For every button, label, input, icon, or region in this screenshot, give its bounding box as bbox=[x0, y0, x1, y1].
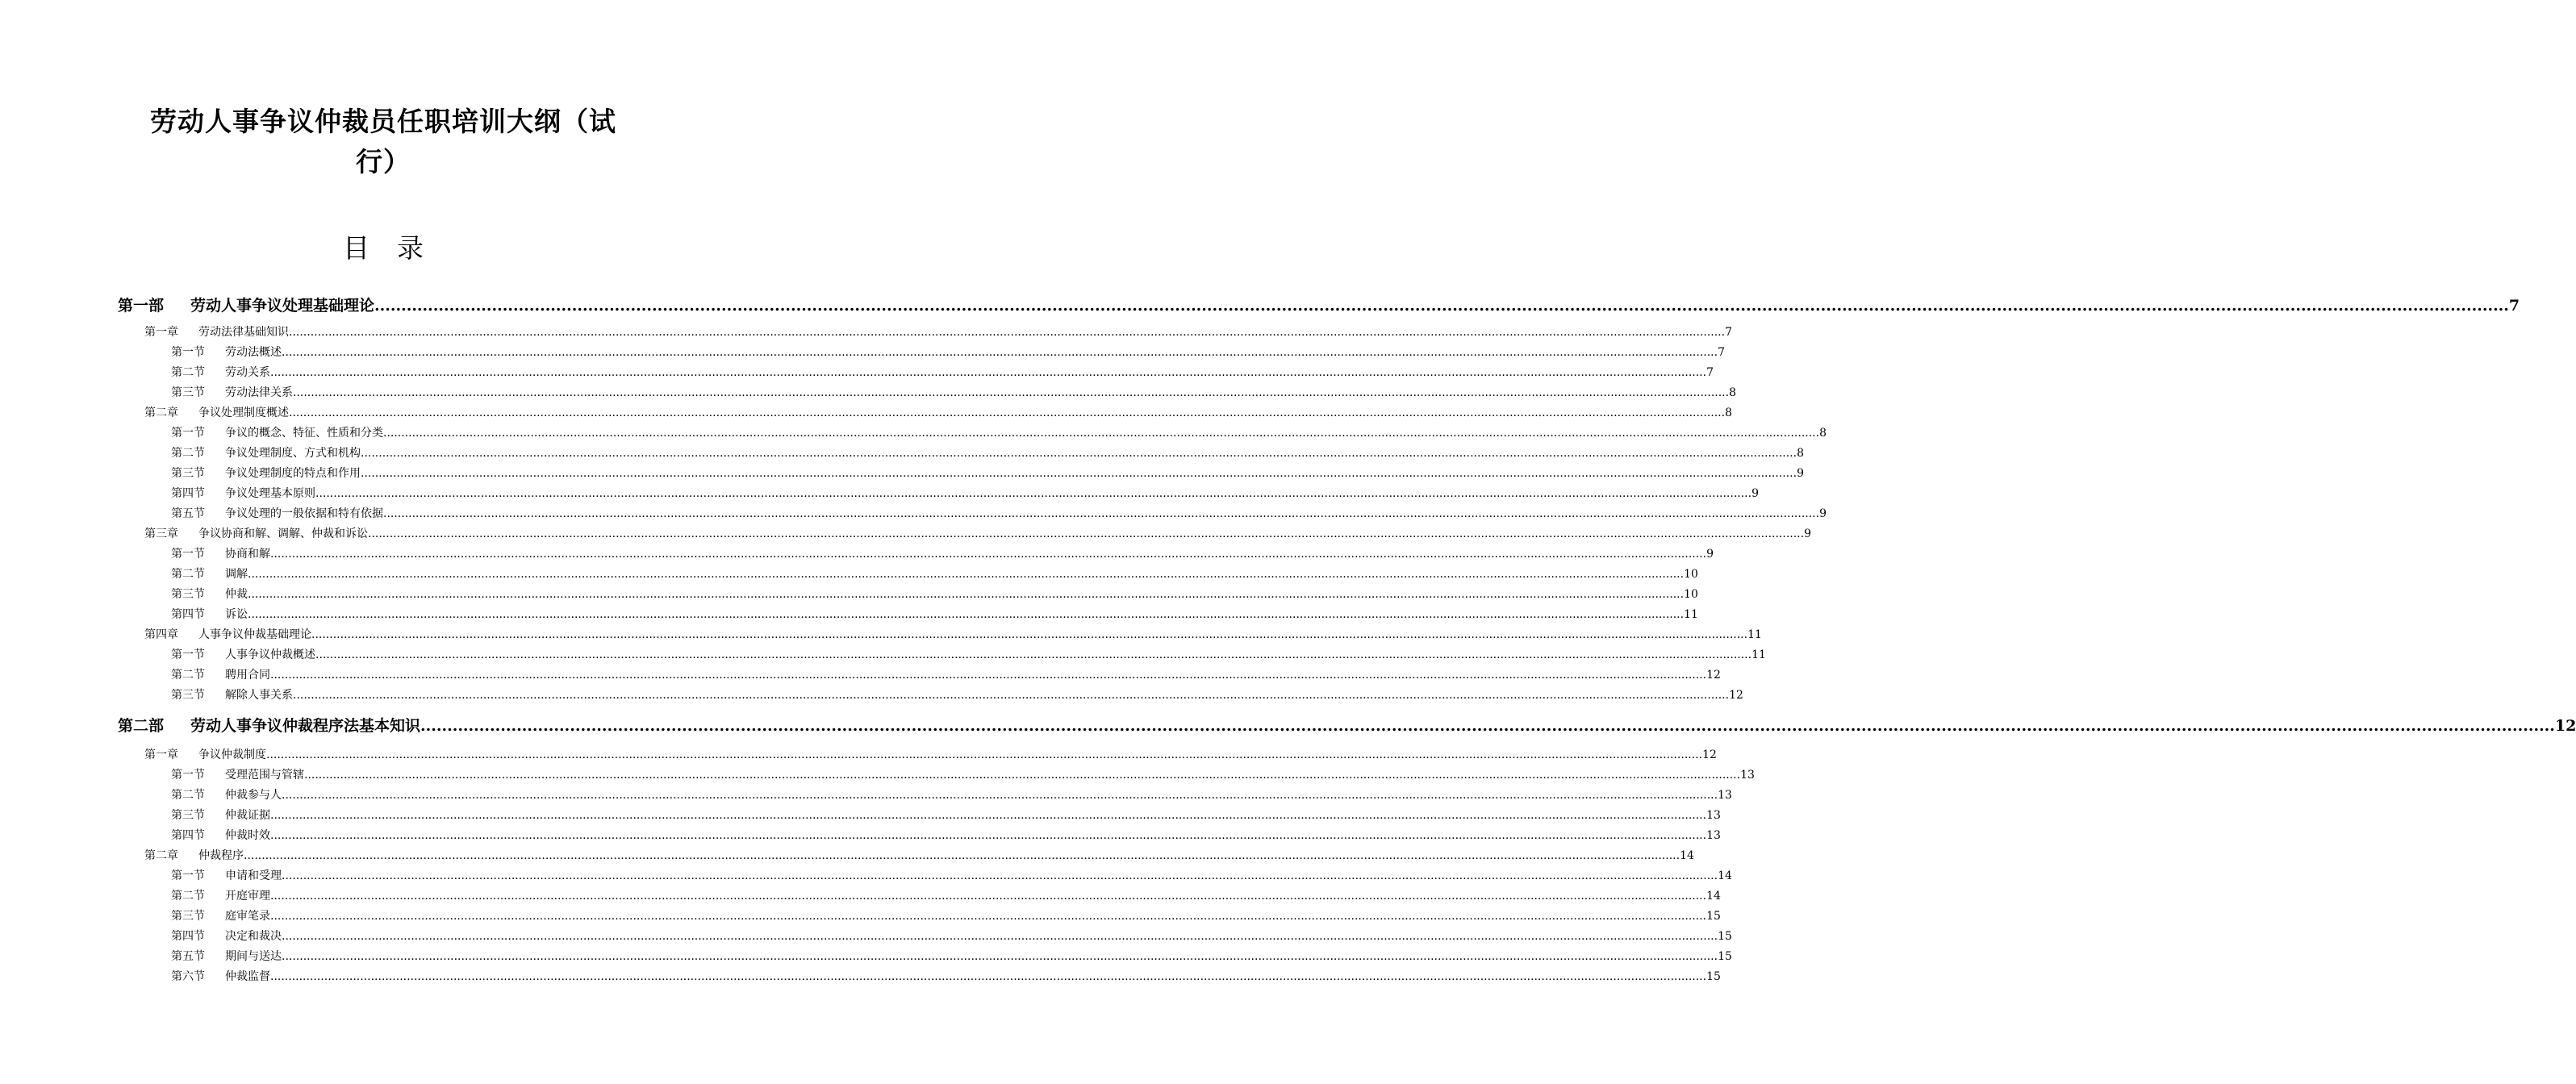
toc-entry-number: 第四节 bbox=[171, 930, 205, 943]
toc-page-number: 7 bbox=[2508, 297, 2520, 315]
toc-entry-title: 争议处理基本原则 bbox=[225, 487, 315, 500]
toc-dot-leader: ................................................................................................................................................................................................................................................................................................................................................................................................................ bbox=[293, 386, 1730, 399]
toc-dot-leader: ................................................................................................................................................................................................................................................................................................................................................................................................................ bbox=[248, 568, 1685, 581]
toc-entry-number: 第一部 bbox=[118, 297, 165, 315]
toc-dot-leader: ................................................................................................................................................................................................................................................................................................................................................................................................................ bbox=[383, 427, 1820, 440]
toc-entry-number: 第三节 bbox=[171, 467, 205, 480]
toc-page-number: 10 bbox=[1684, 568, 1698, 581]
toc-page-number: 9 bbox=[1751, 487, 1759, 500]
document-title bbox=[121, 102, 645, 182]
toc-entry-label bbox=[171, 867, 282, 883]
toc-entry-title: 争议处理的一般依据和特有依据 bbox=[225, 507, 383, 520]
toc-entry-number: 第五节 bbox=[171, 507, 205, 520]
toc-dot-leader: ................................................................................................................................................................................................................................................................................................................................................................................................................ bbox=[282, 346, 1718, 359]
document-title-line2: 行） bbox=[356, 146, 411, 177]
toc-part-entry[interactable] bbox=[118, 294, 2520, 315]
toc-entry-title: 劳动法律关系 bbox=[225, 386, 293, 399]
toc-entry-title: 仲裁监督 bbox=[225, 970, 270, 983]
toc-entry-label bbox=[171, 465, 361, 481]
toc-chapter-entry[interactable] bbox=[144, 323, 1732, 340]
toc-entry-label bbox=[144, 323, 289, 340]
toc-page-number: 7 bbox=[1718, 346, 1725, 359]
toc-dot-leader: ................................................................................................................................................................................................................................................................................................................................................................................................................ bbox=[282, 869, 1718, 882]
toc-entry-number: 第一章 bbox=[144, 326, 178, 339]
toc-entry-number: 第二节 bbox=[171, 568, 205, 581]
toc-entry-title: 仲裁时效 bbox=[225, 829, 270, 842]
toc-page-number: 14 bbox=[1718, 869, 1732, 882]
toc-section-entry[interactable] bbox=[171, 646, 1766, 662]
toc-entry-number: 第三节 bbox=[171, 809, 205, 822]
toc-entry-label bbox=[118, 294, 374, 315]
toc-page-number: 12 bbox=[1729, 689, 1743, 702]
toc-entry-title: 开庭审理 bbox=[225, 890, 270, 903]
toc-section-entry[interactable] bbox=[171, 344, 1725, 360]
toc-entry-title: 期间与送达 bbox=[225, 950, 282, 963]
toc-entry-title: 争议的概念、特征、性质和分类 bbox=[225, 427, 383, 440]
toc-entry-title: 仲裁 bbox=[225, 588, 248, 601]
toc-chapter-entry[interactable] bbox=[144, 404, 1732, 420]
toc-entry-number: 第一节 bbox=[171, 548, 205, 561]
toc-entry-title: 劳动法概述 bbox=[225, 346, 282, 359]
toc-page-number: 15 bbox=[1718, 950, 1732, 963]
toc-page-number: 13 bbox=[1706, 809, 1721, 822]
toc-entry-title: 人事争议仲裁基础理论 bbox=[198, 628, 311, 641]
toc-entry-label bbox=[171, 948, 282, 964]
toc-chapter-entry[interactable] bbox=[144, 626, 1762, 642]
toc-entry-title: 仲裁程序 bbox=[198, 849, 244, 862]
toc-entry-number: 第二章 bbox=[144, 406, 178, 419]
toc-page-number: 12 bbox=[1706, 669, 1721, 682]
toc-section-entry[interactable] bbox=[171, 545, 1714, 561]
toc-entry-number: 第四章 bbox=[144, 628, 178, 641]
toc-entry-label bbox=[171, 646, 315, 662]
toc-entry-title: 劳动关系 bbox=[225, 366, 270, 379]
toc-section-entry[interactable] bbox=[171, 786, 1732, 803]
toc-section-entry[interactable] bbox=[171, 505, 1827, 521]
toc-entry-label bbox=[171, 424, 383, 440]
toc-entry-number: 第二节 bbox=[171, 669, 205, 682]
toc-entry-number: 第三节 bbox=[171, 689, 205, 702]
toc-entry-number: 第六节 bbox=[171, 970, 205, 983]
toc-page-number: 13 bbox=[1740, 769, 1755, 782]
toc-dot-leader: ................................................................................................................................................................................................................................................................................................................................................................................................................ bbox=[282, 950, 1718, 963]
toc-entry-number: 第一节 bbox=[171, 869, 205, 882]
toc-heading: 目录 bbox=[343, 232, 451, 264]
toc-section-entry[interactable] bbox=[171, 968, 1721, 984]
toc-page-number: 14 bbox=[1680, 849, 1694, 862]
toc-entry-label bbox=[171, 384, 293, 400]
toc-entry-label bbox=[144, 746, 266, 762]
toc-entry-label bbox=[171, 827, 270, 843]
toc-entry-number: 第一节 bbox=[171, 769, 205, 782]
toc-entry-number: 第二节 bbox=[171, 447, 205, 460]
toc-section-entry[interactable] bbox=[171, 907, 1721, 923]
toc-section-entry[interactable] bbox=[171, 686, 1743, 703]
toc-dot-leader: ................................................................................................................................................................................................................................................................................................................................................................................................................ bbox=[361, 447, 1797, 460]
toc-entry-title: 决定和裁决 bbox=[225, 930, 282, 943]
toc-section-entry[interactable] bbox=[171, 586, 1698, 602]
toc-section-entry[interactable] bbox=[171, 485, 1759, 501]
toc-entry-label bbox=[171, 485, 315, 501]
toc-entry-label bbox=[144, 626, 311, 642]
toc-section-entry[interactable] bbox=[171, 948, 1732, 964]
toc-section-entry[interactable] bbox=[171, 364, 1714, 380]
toc-section-entry[interactable] bbox=[171, 887, 1721, 903]
toc-entry-title: 申请和受理 bbox=[225, 869, 282, 882]
toc-section-entry[interactable] bbox=[171, 766, 1755, 782]
toc-part-entry[interactable] bbox=[118, 714, 2576, 735]
toc-dot-leader: ................................................................................................................................................................................................................................................................................................................................................................................................................ bbox=[270, 829, 1707, 842]
toc-dot-leader: ................................................................................................................................................................................................................................................................................................................................................................................................................ bbox=[383, 507, 1820, 520]
toc-entry-number: 第四节 bbox=[171, 829, 205, 842]
toc-page-number: 9 bbox=[1706, 548, 1714, 561]
toc-entry-number: 第五节 bbox=[171, 950, 205, 963]
toc-entry-title: 仲裁证据 bbox=[225, 809, 270, 822]
toc-entry-title: 争议仲裁制度 bbox=[198, 748, 266, 761]
toc-entry-number: 第一章 bbox=[144, 748, 178, 761]
toc-dot-leader: ................................................................................................................................................................................................................................................................................................................................................................................................................ bbox=[315, 487, 1752, 500]
toc-entry-number: 第四节 bbox=[171, 608, 205, 621]
toc-page-number: 8 bbox=[1797, 447, 1804, 460]
toc-dot-leader: ................................................................................................................................................................................................................................................................................................................................................................................................................ bbox=[293, 689, 1730, 702]
toc-page-number: 12 bbox=[2554, 717, 2576, 735]
toc-page-number: 8 bbox=[1729, 386, 1736, 399]
toc-entry-title: 诉讼 bbox=[225, 608, 248, 621]
toc-section-entry[interactable] bbox=[171, 666, 1721, 682]
toc-entry-title: 人事争议仲裁概述 bbox=[225, 648, 315, 661]
toc-dot-leader: ................................................................................................................................................................................................................................................................................................................................................................................................................ bbox=[248, 608, 1685, 621]
toc-entry-number: 第二章 bbox=[144, 849, 178, 862]
toc-page-number: 9 bbox=[1804, 527, 1811, 540]
toc-dot-leader: ................................................................................................................................................................................................................................................................................................................................................................................................................ bbox=[270, 366, 1707, 379]
toc-page-number: 7 bbox=[1706, 366, 1714, 379]
toc-entry-label bbox=[171, 907, 270, 923]
toc-entry-label bbox=[171, 807, 270, 823]
toc-chapter-entry[interactable] bbox=[144, 525, 1811, 541]
toc-dot-leader: ................................................................................................................................................................................................................................................................................................................................................................................................................ bbox=[289, 326, 1726, 339]
toc-entry-number: 第二节 bbox=[171, 890, 205, 903]
toc-page-number: 13 bbox=[1706, 829, 1721, 842]
toc-page-number: 11 bbox=[1747, 628, 1762, 641]
toc-entry-title: 受理范围与管辖 bbox=[225, 769, 304, 782]
toc-dot-leader: ................................................................................................................................................................................................................................................................................................................................................................................................................ bbox=[289, 406, 1726, 419]
toc-page-number: 8 bbox=[1725, 406, 1732, 419]
toc-entry-title: 聘用合同 bbox=[225, 669, 270, 682]
toc-entry-label bbox=[171, 606, 248, 622]
toc-entry-title: 劳动人事争议仲裁程序法基本知识 bbox=[190, 717, 421, 735]
toc-page-number: 9 bbox=[1797, 467, 1804, 480]
toc-section-entry[interactable] bbox=[171, 606, 1698, 622]
toc-entry-number: 第三节 bbox=[171, 910, 205, 923]
toc-entry-label bbox=[171, 444, 361, 461]
toc-dot-leader: ................................................................................................................................................................................................................................................................................................................................................................................................................ bbox=[270, 809, 1707, 822]
toc-page-number: 7 bbox=[1725, 326, 1732, 339]
toc-section-entry[interactable] bbox=[171, 807, 1721, 823]
toc-dot-leader: ................................................................................................................................................................................................................................................................................................................................................................................................................ bbox=[304, 769, 1741, 782]
toc-section-entry[interactable] bbox=[171, 827, 1721, 843]
toc-entry-label bbox=[171, 505, 383, 521]
toc-dot-leader: ................................................................................................................................................................................................................................................................................................................................................................................................................ bbox=[270, 910, 1707, 923]
toc-entry-number: 第二部 bbox=[118, 717, 165, 735]
toc-dot-leader: ................................................................................................................................................................................................................................................................................................................................................................................................................ bbox=[248, 588, 1685, 601]
toc-page-number: 14 bbox=[1706, 890, 1721, 903]
toc-dot-leader: ................................................................................................................................................................................................................................................................................................................................................................................................................ bbox=[266, 748, 1703, 761]
toc-section-entry[interactable] bbox=[171, 384, 1736, 400]
toc-entry-title: 争议协商和解、调解、仲裁和诉讼 bbox=[198, 527, 368, 540]
toc-entry-number: 第三节 bbox=[171, 588, 205, 601]
toc-dot-leader: ................................................................................................................................................................................................................................................................................................................................................................................................................ bbox=[282, 789, 1718, 802]
toc-dot-leader: ................................................................................................................................................................................................................................................................................................................................................................................................................ bbox=[420, 717, 2555, 735]
toc-page-number: 13 bbox=[1718, 789, 1732, 802]
toc-section-entry[interactable] bbox=[171, 424, 1827, 440]
toc-section-entry[interactable] bbox=[171, 465, 1804, 481]
toc-entry-number: 第二节 bbox=[171, 366, 205, 379]
toc-dot-leader: ................................................................................................................................................................................................................................................................................................................................................................................................................ bbox=[368, 527, 1805, 540]
toc-page-number: 9 bbox=[1819, 507, 1827, 520]
toc-dot-leader: ................................................................................................................................................................................................................................................................................................................................................................................................................ bbox=[315, 648, 1752, 661]
toc-entry-label bbox=[118, 714, 420, 736]
document-title-line1: 劳动人事争议仲裁员任职培训大纲（试 bbox=[150, 106, 616, 137]
toc-dot-leader: ................................................................................................................................................................................................................................................................................................................................................................................................................ bbox=[374, 297, 2509, 315]
toc-entry-title: 争议处理制度、方式和机构 bbox=[225, 447, 361, 460]
toc-chapter-entry[interactable] bbox=[144, 746, 1717, 762]
toc-entry-title: 庭审笔录 bbox=[225, 910, 270, 923]
toc-page-number: 10 bbox=[1684, 588, 1698, 601]
toc-entry-title: 调解 bbox=[225, 568, 248, 581]
toc-entry-title: 劳动人事争议处理基础理论 bbox=[190, 297, 375, 315]
toc-entry-label bbox=[171, 968, 270, 984]
toc-section-entry[interactable] bbox=[171, 928, 1732, 944]
toc-dot-leader: ................................................................................................................................................................................................................................................................................................................................................................................................................ bbox=[311, 628, 1748, 641]
toc-section-entry[interactable] bbox=[171, 867, 1732, 883]
toc-page-number: 15 bbox=[1706, 970, 1721, 983]
toc-page-number: 8 bbox=[1819, 427, 1827, 440]
toc-entry-title: 争议处理制度概述 bbox=[198, 406, 289, 419]
toc-page-number: 15 bbox=[1706, 910, 1721, 923]
toc-entry-label bbox=[144, 525, 368, 541]
toc-entry-label bbox=[171, 786, 282, 803]
toc-entry-number: 第三章 bbox=[144, 527, 178, 540]
toc-dot-leader: ................................................................................................................................................................................................................................................................................................................................................................................................................ bbox=[270, 669, 1707, 682]
toc-entry-label bbox=[144, 404, 289, 420]
toc-entry-title: 解除人事关系 bbox=[225, 689, 293, 702]
toc-entry-label bbox=[171, 565, 248, 582]
toc-entry-number: 第一节 bbox=[171, 648, 205, 661]
toc-entry-number: 第一节 bbox=[171, 427, 205, 440]
toc-entry-number: 第三节 bbox=[171, 386, 205, 399]
toc-page-number: 15 bbox=[1718, 930, 1732, 943]
toc-dot-leader: ................................................................................................................................................................................................................................................................................................................................................................................................................ bbox=[270, 970, 1707, 983]
toc-entry-title: 协商和解 bbox=[225, 548, 270, 561]
toc-dot-leader: ................................................................................................................................................................................................................................................................................................................................................................................................................ bbox=[270, 548, 1707, 561]
toc-dot-leader: ................................................................................................................................................................................................................................................................................................................................................................................................................ bbox=[282, 930, 1718, 943]
toc-dot-leader: ................................................................................................................................................................................................................................................................................................................................................................................................................ bbox=[244, 849, 1680, 862]
toc-entry-label bbox=[171, 766, 304, 782]
toc-chapter-entry[interactable] bbox=[144, 847, 1694, 863]
toc-entry-number: 第四节 bbox=[171, 487, 205, 500]
toc-page-number: 11 bbox=[1751, 648, 1766, 661]
toc-entry-title: 仲裁参与人 bbox=[225, 789, 282, 802]
toc-entry-label bbox=[171, 686, 293, 703]
toc-dot-leader: ................................................................................................................................................................................................................................................................................................................................................................................................................ bbox=[361, 467, 1797, 480]
toc-entry-label bbox=[171, 364, 270, 380]
toc-page-number: 12 bbox=[1702, 748, 1717, 761]
toc-entry-title: 争议处理制度的特点和作用 bbox=[225, 467, 361, 480]
toc-entry-number: 第一节 bbox=[171, 346, 205, 359]
toc-entry-label bbox=[171, 887, 270, 903]
toc-section-entry[interactable] bbox=[171, 444, 1804, 461]
toc-page-number: 11 bbox=[1684, 608, 1698, 621]
toc-entry-title: 劳动法律基础知识 bbox=[198, 326, 289, 339]
toc-entry-label bbox=[171, 545, 270, 561]
toc-entry-number: 第二节 bbox=[171, 789, 205, 802]
toc-dot-leader: ................................................................................................................................................................................................................................................................................................................................................................................................................ bbox=[270, 890, 1707, 903]
toc-entry-label bbox=[171, 666, 270, 682]
toc-entry-label bbox=[171, 928, 282, 944]
toc-entry-label bbox=[171, 586, 248, 602]
toc-section-entry[interactable] bbox=[171, 565, 1698, 582]
toc-entry-label bbox=[171, 344, 282, 360]
toc-entry-label bbox=[144, 847, 244, 863]
